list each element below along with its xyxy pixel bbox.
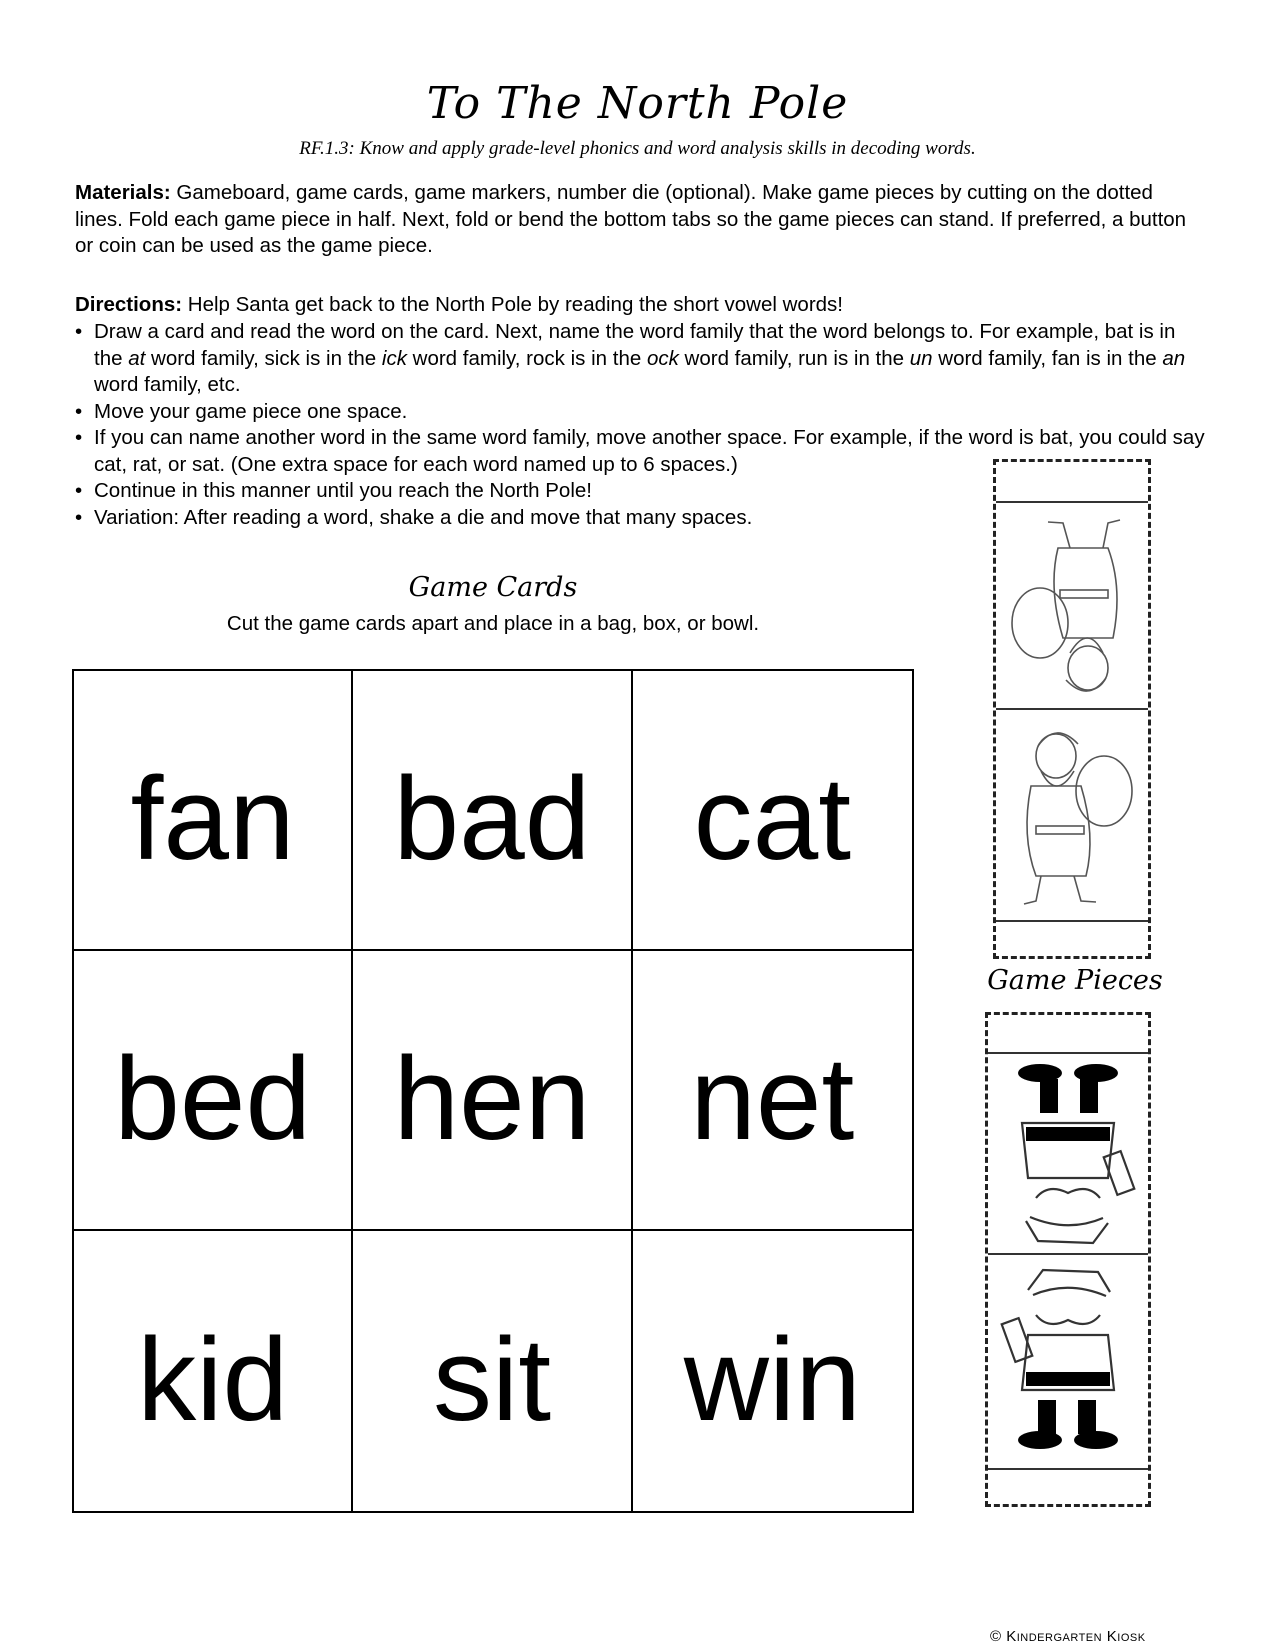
- direction-item: • Draw a card and read the word on the card. Next, name the word family that the word belongs to. For example, bat is in the at word family, sick is in the ick word family, rock is in the ock word family, run is in the un word family, fan is in the an word family, etc.: [75, 319, 1205, 399]
- game-card[interactable]: sit: [353, 1231, 632, 1511]
- game-card[interactable]: bed: [74, 951, 353, 1231]
- game-pieces-title: Game Pieces: [987, 965, 1163, 996]
- page-title: To The North Pole: [426, 78, 849, 129]
- game-piece-santa-bold[interactable]: [985, 1012, 1151, 1507]
- materials-text: Gameboard, game cards, game markers, number die (optional). Make game pieces by cutting on the dotted lines. Fold each game piece in half. Next, fold or bend the bottom tabs so the game pieces can stand. If preferred, a button or coin can be used as the game piece.: [75, 181, 1187, 257]
- game-cards-subtitle: Cut the game cards apart and place in a bag, box, or bowl.: [226, 612, 760, 635]
- game-card[interactable]: fan: [74, 671, 353, 951]
- standard-text: RF.1.3: Know and apply grade-level phonics and word analysis skills in decoding words.: [299, 138, 976, 159]
- piece-tab: [996, 501, 1148, 503]
- game-card[interactable]: net: [633, 951, 912, 1231]
- game-card[interactable]: cat: [633, 671, 912, 951]
- piece-fold-line: [996, 708, 1148, 710]
- game-card[interactable]: kid: [74, 1231, 353, 1511]
- directions-label: Directions:: [75, 293, 183, 316]
- direction-item: • Move your game piece one space.: [75, 399, 1205, 426]
- piece-tab: [996, 920, 1148, 922]
- direction-item: • Variation: After reading a word, shake a die and move that many spaces.: [75, 505, 1205, 532]
- materials-paragraph: [75, 180, 1195, 260]
- piece-tab: [988, 1468, 1148, 1470]
- copyright-notice: © Kindergarten Kiosk: [990, 1628, 1146, 1645]
- direction-item: • Continue in this manner until you reach the North Pole!: [75, 478, 1205, 505]
- santa-bold-icon: [988, 1260, 1148, 1456]
- direction-item: • If you can name another word in the same word family, move another space. For example, if the word is bat, you could say cat, rat, or sat. (One extra space for each word named up to 6 spaces.): [75, 425, 1209, 478]
- santa-sketch-icon: [996, 716, 1148, 916]
- game-card[interactable]: win: [683, 1314, 861, 1446]
- game-cards-grid: [72, 669, 914, 1513]
- piece-tab: [988, 1052, 1148, 1054]
- game-card[interactable]: hen: [353, 951, 632, 1231]
- piece-fold-line: [988, 1253, 1148, 1255]
- directions-text: Help Santa get back to the North Pole by reading the short vowel words!: [182, 293, 844, 316]
- game-card[interactable]: bad: [353, 671, 632, 951]
- game-piece-santa-sketch[interactable]: [993, 459, 1151, 959]
- santa-sketch-upside-down-icon: [996, 508, 1148, 708]
- game-cards-title: Game Cards: [408, 572, 578, 603]
- materials-label: Materials:: [75, 181, 171, 204]
- santa-bold-upside-down-icon: [988, 1057, 1148, 1253]
- directions-paragraph: [75, 292, 1195, 319]
